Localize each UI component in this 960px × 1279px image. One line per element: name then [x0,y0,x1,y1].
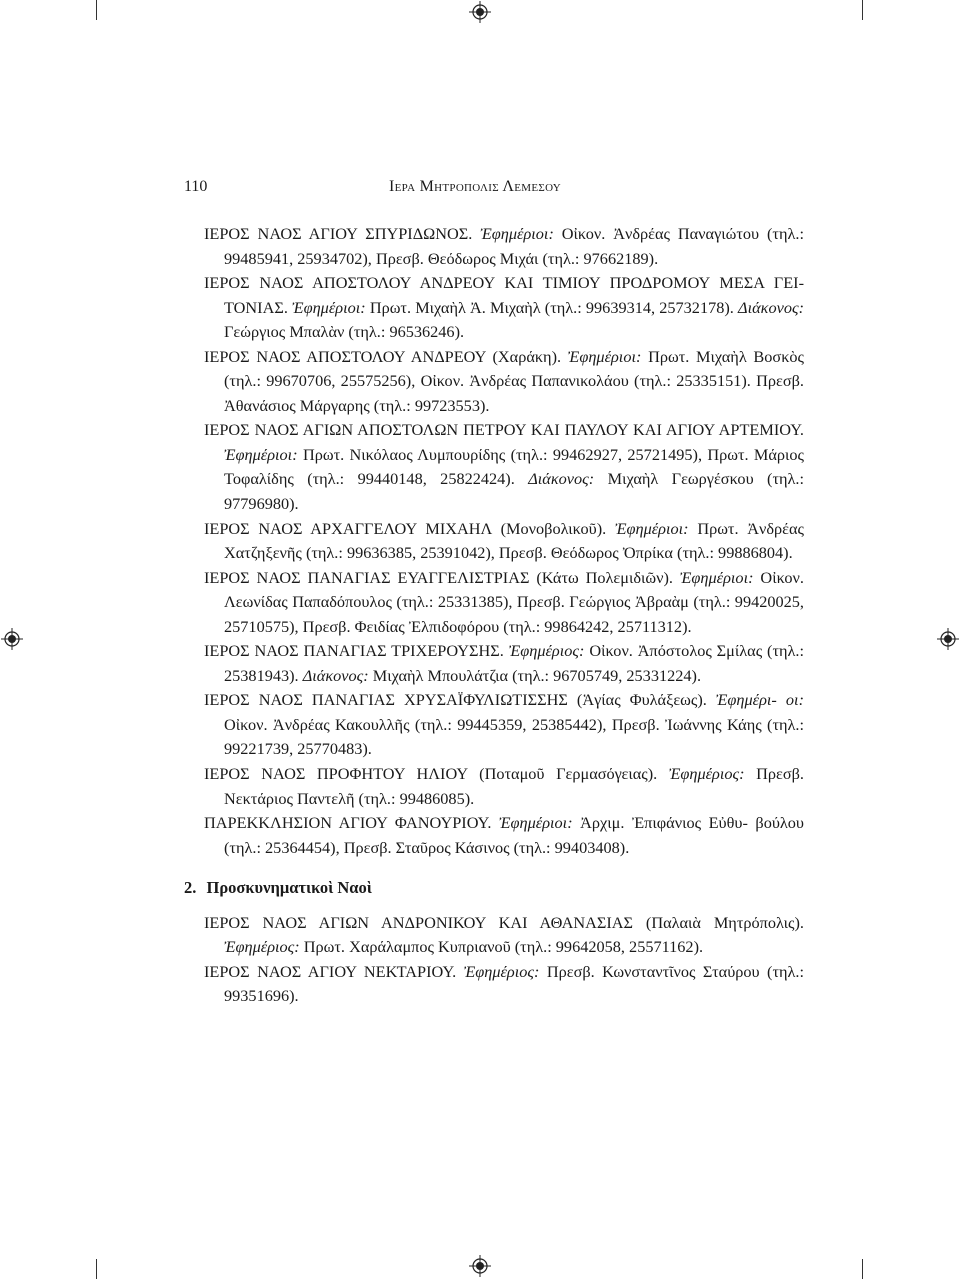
church-entry [204,688,804,762]
church-name: ΙΕΡΟΣ ΝΑΟΣ ΑΡΧΑΓΓΕΛΟΥ ΜΙΧΑΗΛ (Μονοβολικοῦ). [204,518,615,538]
clergy-details: Γεώργιος Μπαλὰν (τηλ.: 96536246). [224,322,465,342]
crop-mark-bottom-left [96,1259,97,1279]
clergy-details: Πρωτ. Χαράλαμπος Κυπριανοῦ (τηλ.: 99642058, 25571162). [299,937,704,957]
clergy-details: Πρωτ. Ἀνδρέας Χατζηξενῆς (τηλ.: 99636385, 25391042), Πρεσβ. Θεόδωρος Ὀπρίκα (τηλ.: 99886804). [224,518,804,563]
section-title: Προσκυνηματικοὶ Ναοὶ [206,878,372,898]
role-label: Ἐφημέριος: [463,961,540,981]
church-entry [204,960,804,1009]
role-label: Ἐφημέριος: [668,764,745,784]
church-entry [204,811,804,860]
role-label: Ἐφημέριοι: [224,444,298,464]
church-entry [204,345,804,419]
pilgrimage-church-list [204,911,804,1009]
role-label: Διάκονος: [738,297,804,317]
registration-mark-top-icon [469,1,491,23]
parish-list [204,222,804,860]
registration-mark-left-icon [1,628,23,650]
church-entry [204,222,804,271]
role-label: Διάκονος: [528,469,595,489]
role-label: Ἐφημέριοι: [292,297,366,317]
page-number: 110 [184,178,208,195]
role-label: Διάκονος: [302,665,369,685]
registration-mark-bottom-icon [469,1255,491,1277]
clergy-details: Μιχαὴλ Γεωργέσκου (τηλ.: 97796980). [224,469,805,514]
clergy-details: Οἰκον. Ἀνδρέας Κακουλλῆς (τηλ.: 99445359, 25385442), Πρεσβ. Ἰωάννης Κάης (τηλ.: 99221739, 25770483). [224,714,804,759]
crop-mark-top-left [96,0,97,20]
crop-mark-top-right [862,0,863,20]
registration-mark-right-icon [937,628,959,650]
clergy-details: Οἰκον. Λεωνίδας Παπαδόπουλος (τηλ.: 25331385), Πρεσβ. Γεώργιος Ἀβραὰμ (τηλ.: 99420025, 25710575), Πρεσβ. Φειδίας Ἐλπιδοφόρου (τηλ.: 99864242, 25711312). [224,567,804,636]
church-entry [204,566,804,640]
church-name: ΙΕΡΟΣ ΝΑΟΣ ΠΡΟΦΗΤΟΥ ΗΛΙΟΥ (Ποταμοῦ Γερμασόγειας). [204,764,669,784]
page-content [184,222,805,1009]
section-number: 2. [184,878,197,898]
church-name: ΙΕΡΟΣ ΝΑΟΣ ΑΓΙΩΝ ΑΝΔΡΟΝΙΚΟΥ ΚΑΙ ΑΘΑΝΑΣΙΑΣ (Παλαιὰ Μητρόπολις). [204,912,804,932]
clergy-details: Πρεσβ. Κωνσταντῖνος Σταύρου (τηλ.: 99351696). [224,961,804,1006]
clergy-details: Οἰκον. Ἀνδρέας Παναγιώτου (τηλ.: 99485941, 25934702), Πρεσβ. Θεόδωρος Μιχάι (τηλ.: 97662189). [224,224,804,268]
role-label: Ἐφημέριος: [508,641,585,661]
church-name: ΙΕΡΟΣ ΝΑΟΣ ΠΑΝΑΓΙΑΣ ΧΡΥΣΑΪΦΥΛΙΩΤΙΣΣΗΣ (Ἁγίας Φυλάξεως). [204,690,716,710]
running-title: Ιερα Μητροπολις Λεμεσου [389,178,562,195]
role-label: Ἐφημέριοι: [679,567,754,587]
role-label: Ἐφημέριος: [224,937,300,957]
role-label: Ἐφημέρι- οι: [715,690,804,710]
role-label: Ἐφημέριοι: [567,346,642,366]
church-entry [204,517,804,566]
crop-mark-bottom-right [862,1259,863,1279]
church-entry [204,911,804,960]
role-label: Ἐφημέριοι: [480,224,554,243]
clergy-details: Ἀρχιμ. Ἐπιφάνιος Εὐθυ- βούλου (τηλ.: 25364454), Πρεσβ. Σταῦρος Κάσινος (τηλ.: 99403408). [224,813,804,857]
section-heading [184,876,804,901]
clergy-details: Οἰκον. Ἀπόστολος Σμίλας (τηλ.: 25381943). [224,641,804,685]
clergy-details: Πρεσβ. Νεκτάριος Παντελῆ (τηλ.: 99486085). [224,764,805,808]
church-name: ΠΑΡΕΚΚΛΗΣΙΟΝ ΑΓΙΟΥ ΦΑΝΟΥΡΙΟΥ. [204,813,499,833]
church-name: ΙΕΡΟΣ ΝΑΟΣ ΠΑΝΑΓΙΑΣ ΤΡΙΧΕΡΟΥΣΗΣ. [204,641,509,661]
clergy-details: Πρωτ. Μιχαὴλ Βοσκὸς (τηλ.: 99670706, 25575256), Οἰκον. Ἀνδρέας Παπανικολάου (τηλ.: 25335151). Πρεσβ. Ἀθανάσιος Μάργαρης (τηλ.: 99723553). [224,346,804,415]
church-entry [204,762,804,811]
church-entry [204,271,804,345]
church-name: ΙΕΡΟΣ ΝΑΟΣ ΑΠΟΣΤΟΛΟΥ ΑΝΔΡΕΟΥ ΚΑΙ ΤΙΜΙΟΥ ΠΡΟΔΡΟΜΟΥ ΜΕΣΑ ΓΕΙ- ΤΟΝΙΑΣ. [204,273,804,317]
clergy-details: Μιχαὴλ Μπουλάτζια (τηλ.: 96705749, 25331224). [368,665,702,685]
church-name: ΙΕΡΟΣ ΝΑΟΣ ΑΓΙΟΥ ΝΕΚΤΑΡΙΟΥ. [204,961,464,981]
church-name: ΙΕΡΟΣ ΝΑΟΣ ΑΓΙΟΥ ΣΠΥΡΙΔΩΝΟΣ. [204,224,481,243]
role-label: Ἐφημέριοι: [614,518,689,538]
church-entry [204,639,804,688]
church-entry [204,418,804,516]
clergy-details: Πρωτ. Νικόλαος Λυμπουρίδης (τηλ.: 99462927, 25721495), Πρωτ. Μάριος Τοφαλίδης (τηλ.: 99440148, 25822424). [224,444,804,489]
clergy-details: Πρωτ. Μιχαὴλ Ἀ. Μιχαὴλ (τηλ.: 99639314, 25732178). [365,297,739,317]
running-header [184,178,804,202]
church-name: ΙΕΡΟΣ ΝΑΟΣ ΑΠΟΣΤΟΛΟΥ ΑΝΔΡΕΟΥ (Χαράκη). [204,346,568,366]
church-name: ΙΕΡΟΣ ΝΑΟΣ ΠΑΝΑΓΙΑΣ ΕΥΑΓΓΕΛΙΣΤΡΙΑΣ (Κάτω Πολεμιδιῶν). [204,567,680,587]
church-name: ΙΕΡΟΣ ΝΑΟΣ ΑΓΙΩΝ ΑΠΟΣΤΟΛΩΝ ΠΕΤΡΟΥ ΚΑΙ ΠΑΥΛΟΥ ΚΑΙ ΑΓΙΟΥ ΑΡΤΕΜΙΟΥ. [204,420,804,440]
role-label: Ἐφημέριοι: [499,813,573,833]
